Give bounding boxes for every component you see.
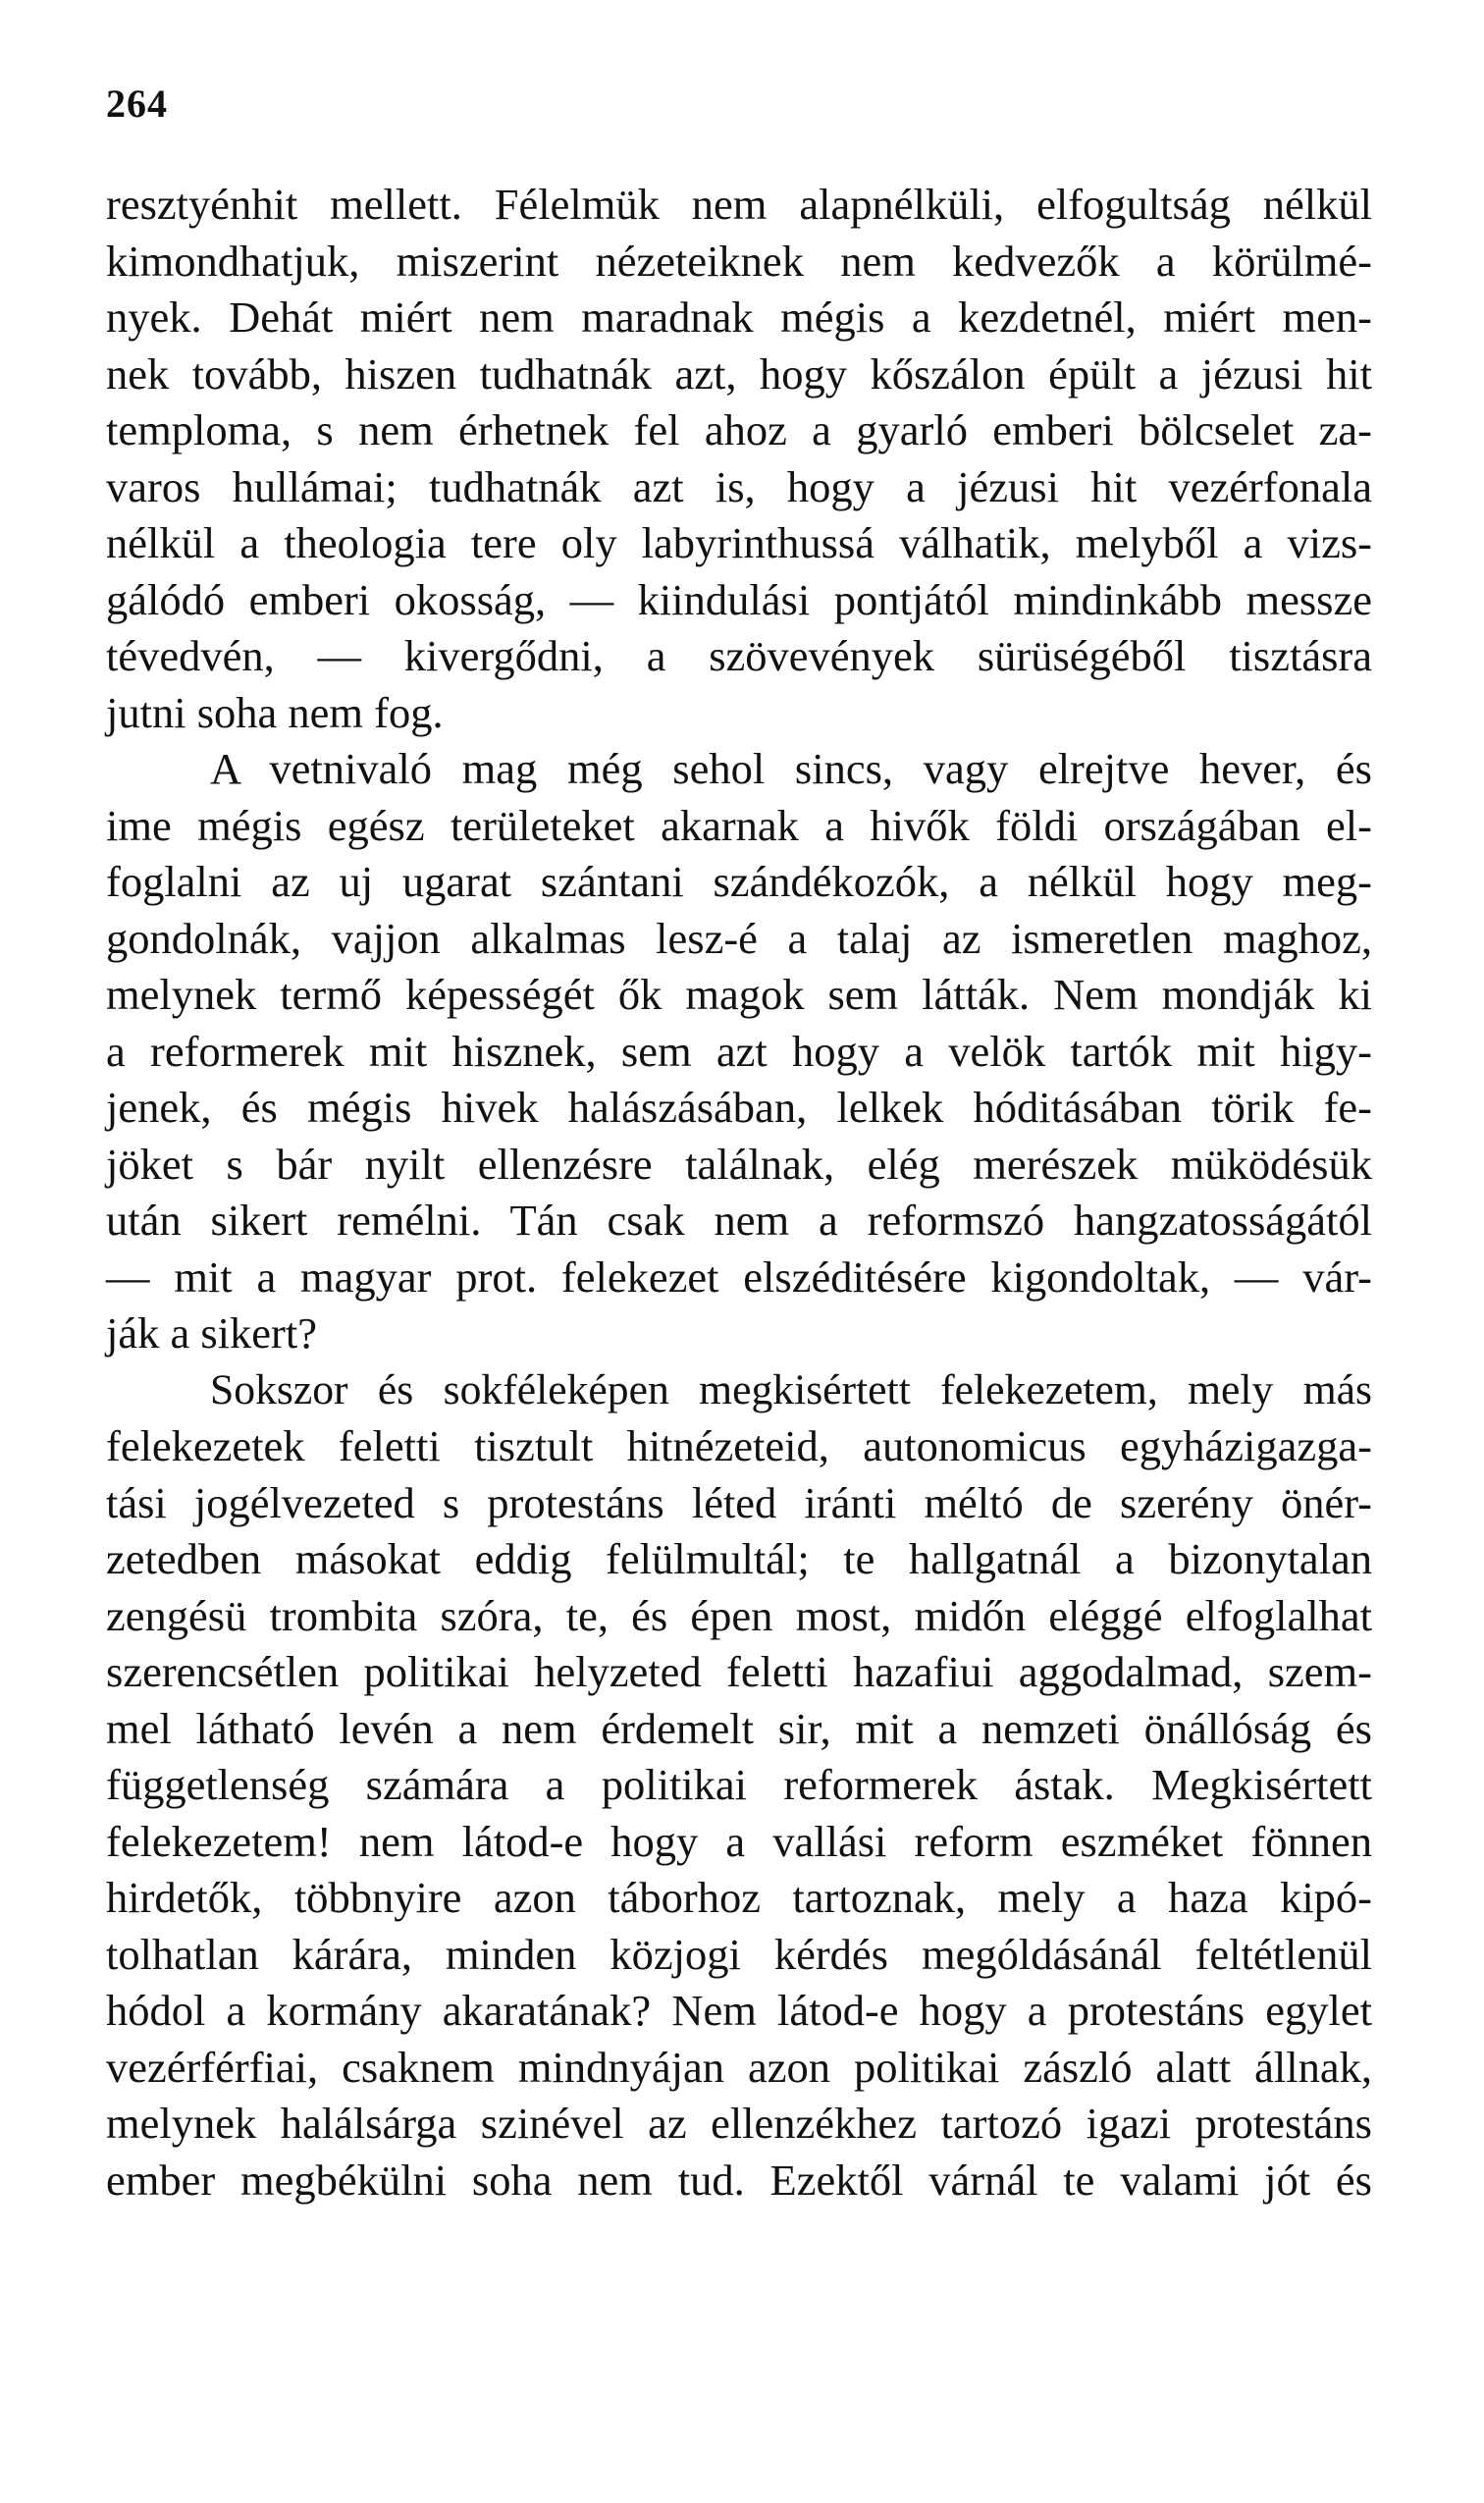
text-line: hódol a kormány akaratának? Nem látod-e hogy a protestáns egylet [106,1986,1372,2035]
page-number: 264 [106,81,168,126]
paragraph [106,741,1372,1362]
text-line: zetedben másokat eddig felülmultál; te hallgatnál a bizonytalan [106,1534,1372,1583]
text-line: tási jogélvezeted s protestáns léted iránti méltó de szerény önér- [106,1477,1372,1527]
text-line: a reformerek mit hisznek, sem azt hogy a velök tartók mit higy- [106,1026,1372,1076]
text-line: zengésü trombita szóra, te, és épen most, midőn eléggé elfoglalhat [106,1590,1372,1640]
text-line: vezérférfiai, csaknem mindnyájan azon politikai zászló alatt állnak, [106,2042,1372,2092]
text-line: nek tovább, hiszen tudhatnák azt, hogy kőszálon épült a jézusi hit [106,348,1372,399]
text-line: resztyénhit mellett. Félelmük nem alapnélküli, elfogultság nélkül [106,180,1372,229]
text-line: nélkül a theologia tere oly labyrinthussá válhatik, melyből a vizs- [106,518,1372,567]
text-line: függetlenség számára a politikai reformerek ástak. Megkisértett [106,1760,1372,1809]
text-line: jenek, és mégis hivek halászásában, lelkek hóditásában törik fe- [106,1083,1372,1132]
text-line: — mit a magyar prot. felekezet elszéditésére kigondoltak, — vár- [106,1252,1372,1302]
text-line: A vetnivaló mag még sehol sincs, vagy elrejtve hever, és [210,744,1372,793]
text-line: varos hullámai; tudhatnák azt is, hogy a jézusi hit vezérfonala [106,461,1372,511]
text-line: melynek halálsárga szinével az ellenzékhez tartozó igazi protestáns [106,2099,1372,2148]
text-line: tévedvén, — kivergődni, a szövevények sürüségéből tisztásra [106,631,1372,680]
text-line: tolhatlan kárára, minden közjogi kérdés mególdásánál feltétlenül [106,1929,1372,1979]
text-line: ják a sikert? [106,1308,317,1358]
text-line: melynek termő képességét ők magok sem látták. Nem mondják ki [106,970,1372,1019]
text-line: jöket s bár nyilt ellenzésre találnak, elég merészek müködésük [106,1139,1372,1189]
text-line: hirdetők, többnyire azon táborhoz tartoznak, mely a haza kipó- [106,1873,1372,1922]
text-line: foglalni az uj ugarat szántani szándékozók, a nélkül hogy meg- [106,857,1372,906]
text-line: gálódó emberi okosság, — kiindulási pontjától mindinkább messze [106,574,1372,624]
body-text [106,177,1372,2209]
text-line: mel látható levén a nem érdemelt sir, mit a nemzeti önállóság és [106,1703,1372,1753]
text-line: Sokszor és sokféleképen megkisértett felekezetem, mely más [210,1365,1372,1413]
paragraph [106,177,1372,741]
text-line: felekezetem! nem látod-e hogy a vallási reform eszméket fönnen [106,1816,1372,1866]
text-line: után sikert remélni. Tán csak nem a reformszó hangzatosságától [106,1196,1372,1245]
text-line: szerencsétlen politikai helyzeted feletti hazafiui aggodalmad, szem- [106,1647,1372,1696]
text-line: ember megbékülni soha nem tud. Ezektől várnál te valami jót és [106,2155,1372,2205]
text-line: kimondhatjuk, miszerint nézeteiknek nem kedvezők a körülmé- [106,236,1372,286]
paragraph [106,1362,1372,2210]
text-line: gondolnák, vajjon alkalmas lesz-é a talaj az ismeretlen maghoz, [106,913,1372,963]
text-line: felekezetek feletti tisztult hitnézeteid, autonomicus egyházigazga- [106,1421,1372,1470]
text-line: temploma, s nem érhetnek fel ahoz a gyarló emberi bölcselet za- [106,405,1372,454]
text-line: ime mégis egész területeket akarnak a hivők földi országában el- [106,800,1372,850]
text-line: jutni soha nem fog. [106,687,444,737]
text-line: nyek. Dehát miért nem maradnak mégis a kezdetnél, miért men- [106,293,1372,342]
